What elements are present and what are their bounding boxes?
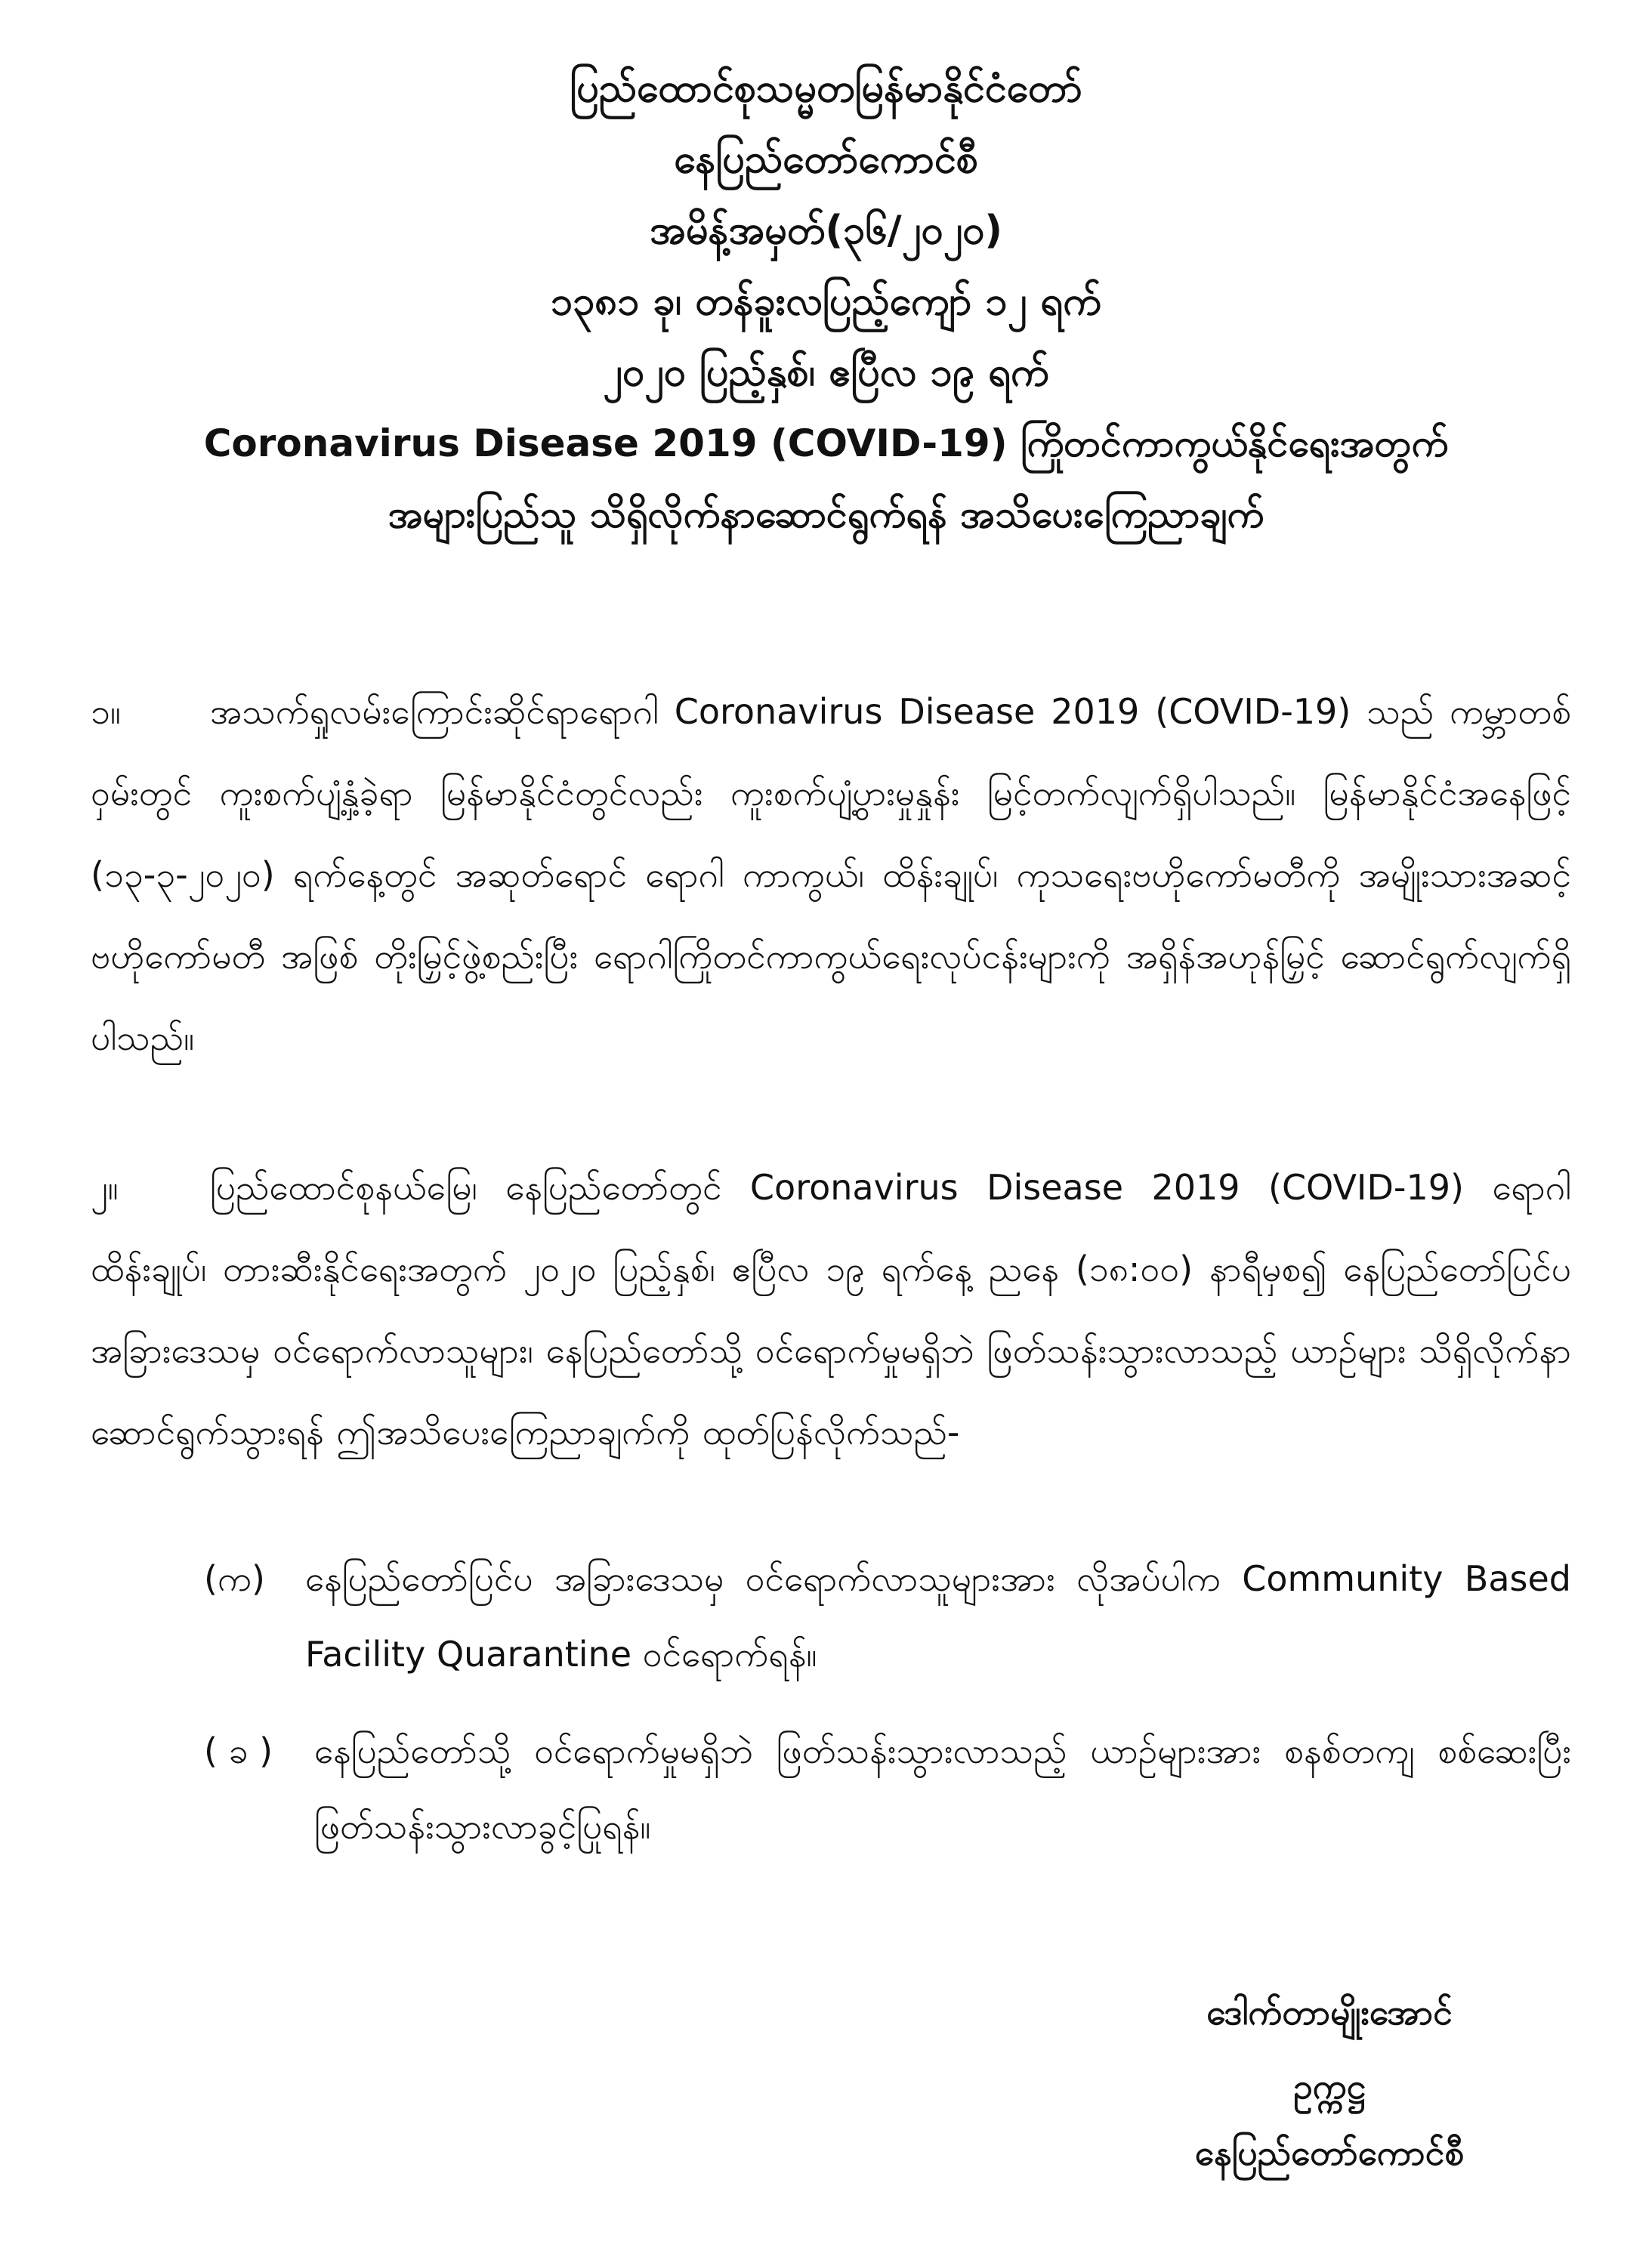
signatory-organization: နေပြည်တော်ကောင်စီ bbox=[1194, 2132, 1465, 2173]
council-name: နေပြည်တော်ကောင်စီ bbox=[674, 137, 978, 182]
country-name: ပြည်ထောင်စုသမ္မတမြန်မာနိုင်ငံတော် bbox=[570, 66, 1082, 111]
paragraph-text: အသက်ရှုလမ်းကြောင်းဆိုင်ရာရောဂါ Coronavirus Disease 2019 (COVID-19) သည် ကမ္ဘာတစ်ဝှမ်းတွင် ကူးစက်ပျံ့နှံ့ခဲ့ရာ မြန်မာနိုင်ငံတွင်လည်း ကူးစက်ပျံ့ပွားမှုနှုန်း မြင့်တက်လျက်ရှိပါသည်။ မြန်မာနိုင်ငံအနေဖြင့် (၁၃-၃-၂၀၂၀) ရက်နေ့တွင် အဆုတ်ရောင် ရောဂါ ကာကွယ်၊ ထိန်းချုပ်၊ ကုသရေးဗဟိုကော်မတီကို အမျိုးသားအဆင့် ဗဟိုကော်မတီ အဖြစ် တိုးမြှင့်ဖွဲ့စည်းပြီး ရောဂါကြိုတင်ကာကွယ်ရေးလုပ်ငန်းများကို အရှိန်အဟုန်မြှင့် ဆောင်ရွက်လျက်ရှိပါသည်။ bbox=[91, 691, 1571, 1058]
myanmar-date: ၁၃၈၁ ခု၊ တန်ခူးလပြည့်ကျော် ၁၂ ရက် bbox=[550, 279, 1101, 324]
sub-item-mark: (က) bbox=[204, 1558, 265, 1599]
signature-block bbox=[1073, 1979, 1586, 2186]
signatory-position: ဥက္ကဋ္ဌ bbox=[1293, 2066, 1366, 2107]
sub-item-kha bbox=[204, 1713, 1571, 1864]
sub-item-ka bbox=[204, 1541, 1571, 1692]
title-line-1: Coronavirus Disease 2019 (COVID-19) ကြိုတင်ကာကွယ်နိုင်ရေးအတွက် bbox=[203, 421, 1449, 465]
paragraph-2 bbox=[91, 1147, 1571, 1473]
sub-item-text: နေပြည်တော်သို့ ဝင်ရောက်မှုမရှိဘဲ ဖြတ်သန်းသွားလာသည့် ယာဉ်များအား စနစ်တကျ စစ်ဆေးပြီး ဖြတ်သန်းသွားလာခွင့်ပြုရန်။ bbox=[314, 1730, 1571, 1847]
announcement-header bbox=[91, 53, 1561, 550]
signatory-name: ဒေါက်တာမျိုးအောင် bbox=[1206, 1992, 1453, 2033]
paragraph-number: ၁။ bbox=[91, 691, 121, 732]
paragraph-number: ၂။ bbox=[91, 1167, 119, 1208]
paragraph-1 bbox=[91, 671, 1571, 1079]
sub-item-mark: ( ခ ) bbox=[204, 1730, 273, 1771]
paragraph-text: ပြည်ထောင်စုနယ်မြေ၊ နေပြည်တော်တွင် Coronavirus Disease 2019 (COVID-19) ရောဂါ ထိန်းချုပ်၊ တားဆီးနိုင်ရေးအတွက် ၂၀၂၀ ပြည့်နှစ်၊ ဧပြီလ ၁၉ ရက်နေ့ ညနေ (၁၈:၀၀) နာရီမှစ၍ နေပြည်တော်ပြင်ပ အခြားဒေသမှ ဝင်ရောက်လာသူများ၊ နေပြည်တော်သို့ ဝင်ရောက်မှုမရှိဘဲ ဖြတ်သန်းသွားလာသည့် ယာဉ်များ သိရှိလိုက်နာ ဆောင်ရွက်သွားရန် ဤအသိပေးကြေညာချက်ကို ထုတ်ပြန်လိုက်သည်- bbox=[91, 1167, 1571, 1453]
title-line-2: အများပြည်သူ သိရှိလိုက်နာဆောင်ရွက်ရန် အသိပေးကြေညာချက် bbox=[388, 492, 1264, 536]
sub-item-text: နေပြည်တော်ပြင်ပ အခြားဒေသမှ ဝင်ရောက်လာသူများအား လိုအပ်ပါက Community Based Facility Quarantine ဝင်ရောက်ရန်။ bbox=[305, 1558, 1571, 1675]
gregorian-date: ၂၀၂၀ ပြည့်နှစ်၊ ဧပြီလ ၁၉ ရက် bbox=[603, 350, 1049, 395]
order-number: အမိန့်အမှတ်(၃၆/၂၀၂၀) bbox=[649, 208, 1003, 253]
